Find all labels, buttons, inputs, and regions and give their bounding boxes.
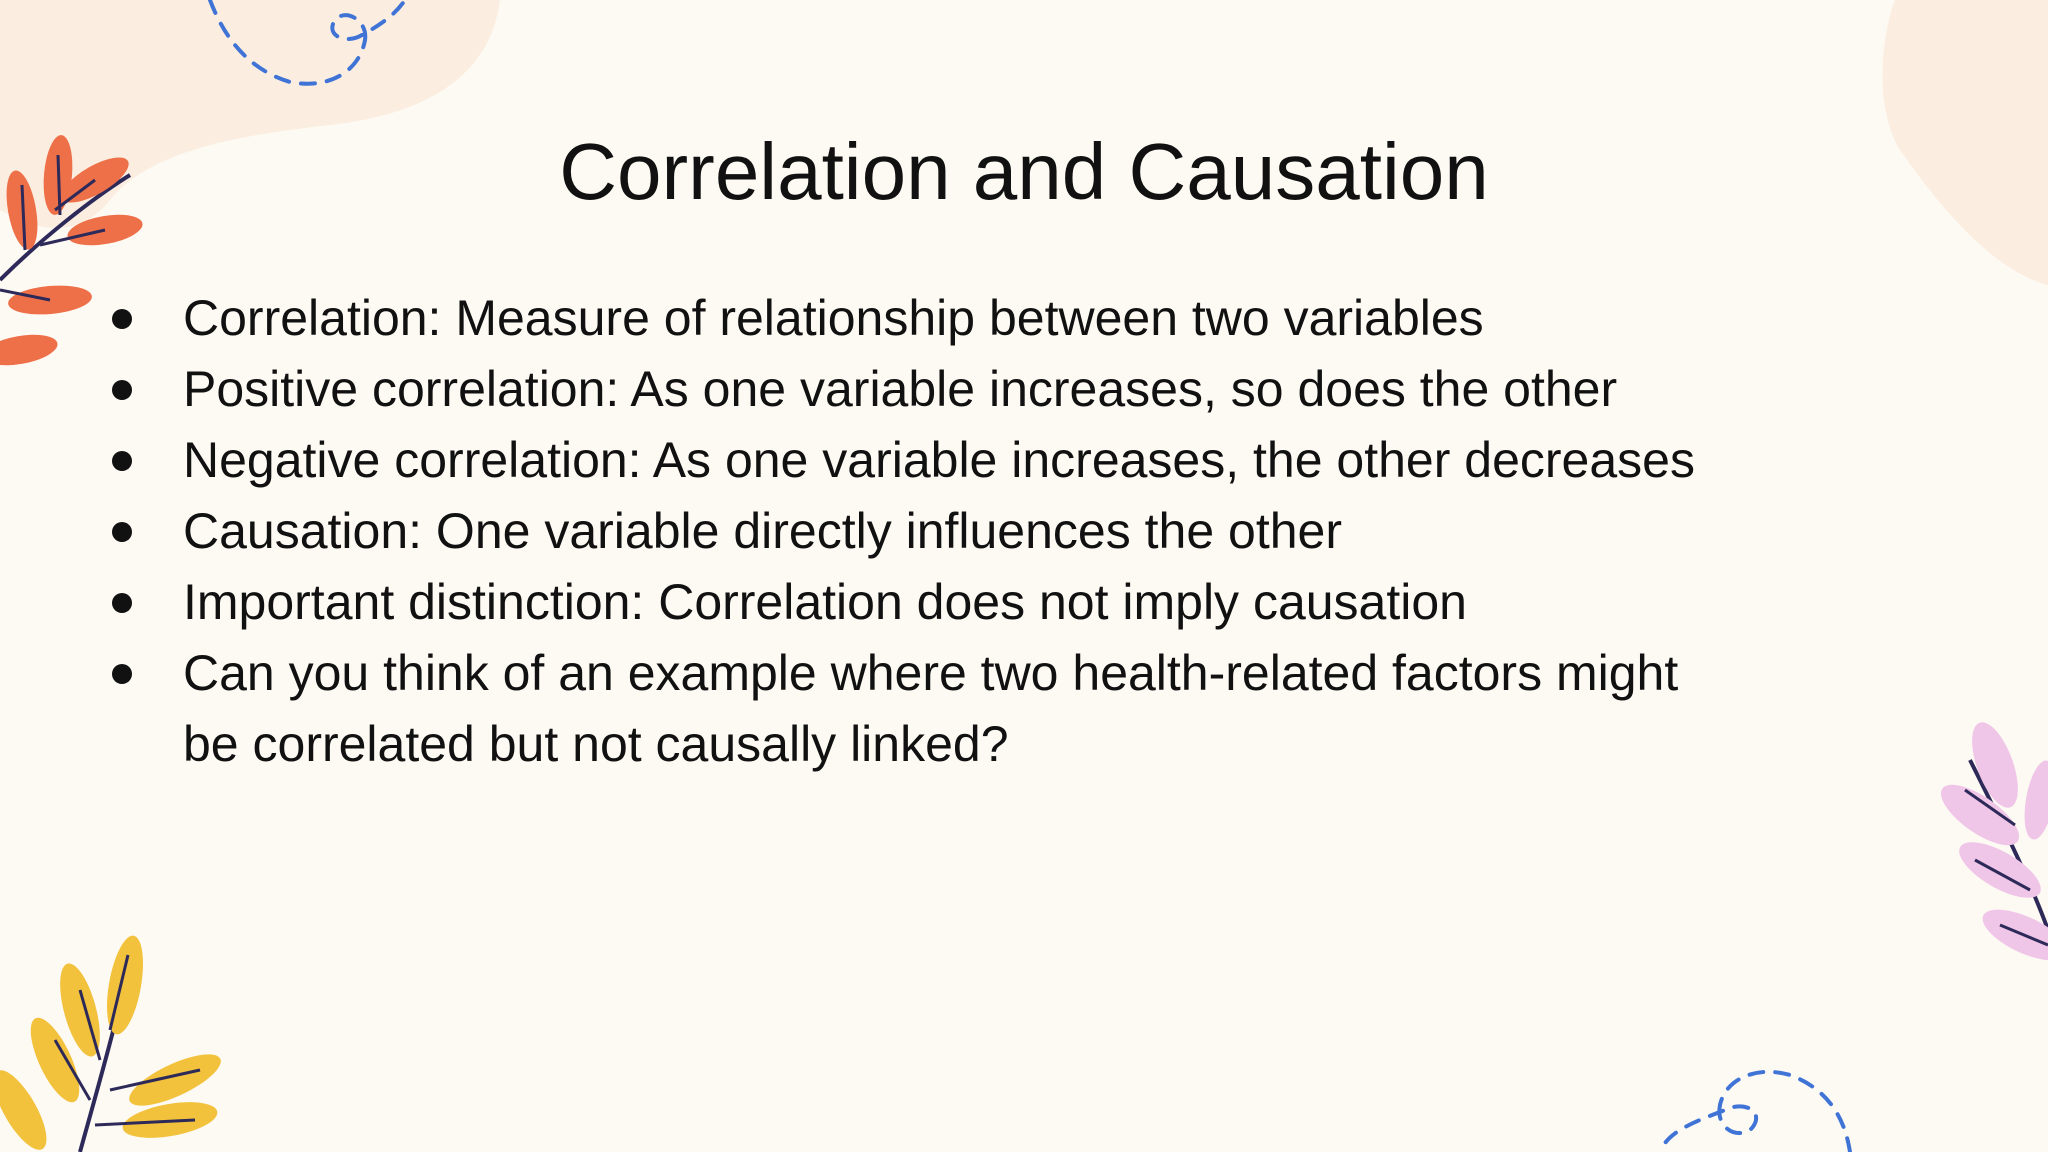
pink-branch-icon	[1932, 717, 2048, 971]
dashed-loop-icon-bottom	[1660, 1072, 1850, 1152]
bullet-item-causation: Causation: One variable directly influences the other	[183, 496, 1703, 567]
yellow-branch-icon	[0, 933, 227, 1152]
dashed-loop-icon	[210, 0, 405, 84]
bullet-item-important-distinction: Important distinction: Correlation does not imply causation	[183, 567, 1703, 638]
bullet-item-negative-correlation: Negative correlation: As one variable increases, the other decreases	[183, 425, 1703, 496]
bullet-item-question: Can you think of an example where two health-related factors might be correlated but not causally linked?	[183, 638, 1703, 780]
bullet-list	[183, 283, 1703, 780]
slide-title: Correlation and Causation	[559, 127, 1489, 216]
bullet-item-correlation: Correlation: Measure of relationship between two variables	[183, 283, 1703, 354]
bullet-item-positive-correlation: Positive correlation: As one variable increases, so does the other	[183, 354, 1703, 425]
